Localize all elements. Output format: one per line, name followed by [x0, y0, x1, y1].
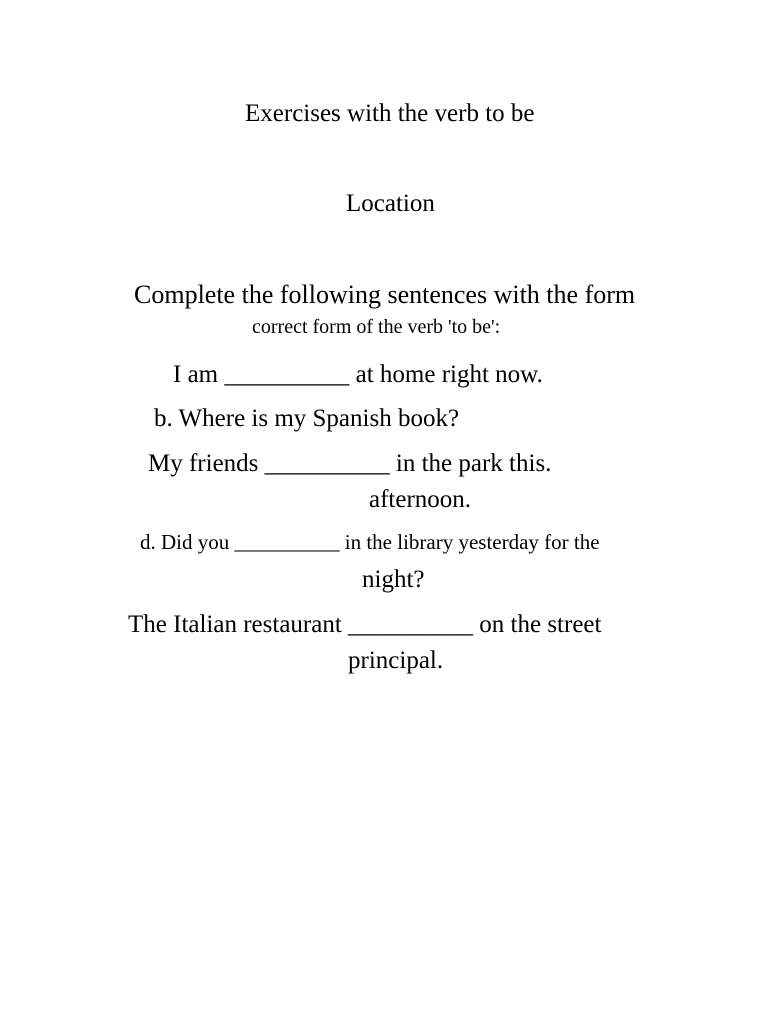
- sentence-4-line-1: d. Did you __________ in the library yesterday for the: [140, 530, 600, 554]
- instructions-line-1: Complete the following sentences with the form: [134, 280, 636, 309]
- sentence-1: I am __________ at home right now.: [173, 361, 543, 388]
- sentence-4-line-2: night?: [362, 566, 425, 593]
- sentence-3-line-2: afternoon.: [369, 486, 472, 513]
- sentence-5-line-2: principal.: [348, 647, 444, 674]
- sentence-2: b. Where is my Spanish book?: [154, 405, 460, 432]
- section-subtitle: Location: [346, 190, 435, 217]
- page-title: Exercises with the verb to be: [245, 100, 535, 127]
- instructions-line-2: correct form of the verb 'to be':: [252, 316, 501, 338]
- sentence-3-line-1: My friends __________ in the park this.: [148, 450, 552, 477]
- sentence-5-line-1: The Italian restaurant __________ on the street: [128, 611, 602, 638]
